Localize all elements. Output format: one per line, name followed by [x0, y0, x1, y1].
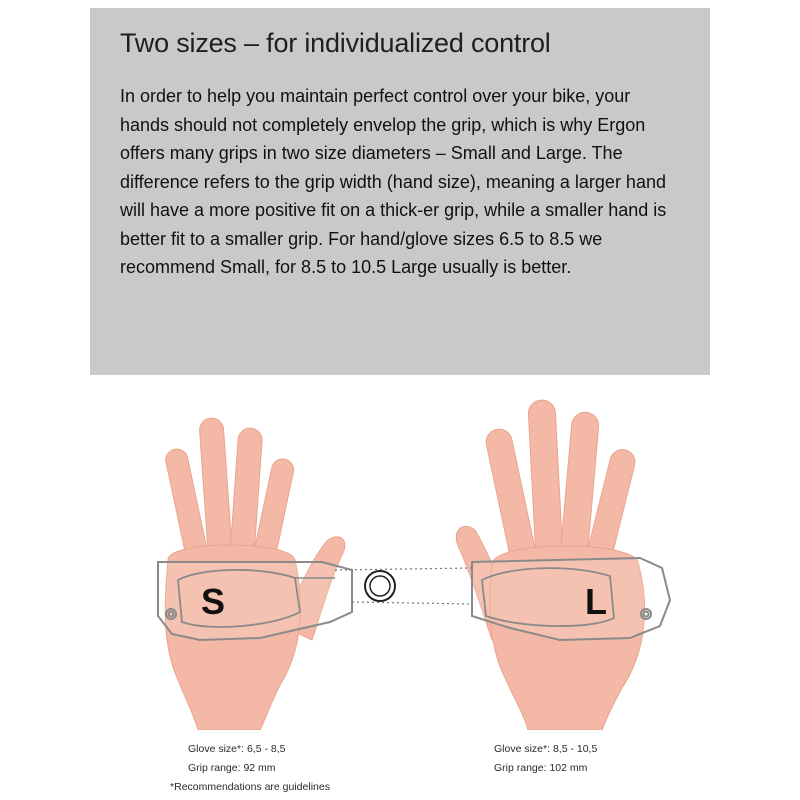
large-glove-size: Glove size*: 8,5 - 10,5 — [494, 743, 598, 755]
panel-title: Two sizes – for individualized control — [120, 28, 551, 58]
small-grip-caption — [188, 740, 285, 778]
size-connector — [335, 568, 472, 604]
recommendation-note: *Recommendations are guidelines — [170, 781, 330, 793]
small-glove-size: Glove size*: 6,5 - 8,5 — [188, 743, 286, 755]
small-grip — [158, 562, 352, 640]
small-size-letter: S — [200, 581, 226, 622]
large-size-letter: L — [585, 581, 607, 622]
info-panel — [90, 8, 710, 375]
panel-body: In order to help you maintain perfect control over your bike, your hands should not completely envelop the grip, which is why Ergon offers many grips in two size diameters – Small and Large. The difference refers to the grip width (hand size), meaning a larger hand will have a more positive fit on a thick-er grip, while a smaller hand is better fit to a smaller grip. For hand/glove sizes 6.5 to 8.5 we recommend Small, for 8.5 to 10.5 Large usually is better. — [120, 86, 667, 277]
small-grip-range: Grip range: 92 mm — [188, 762, 276, 774]
grip-cross-section-icon — [365, 571, 395, 601]
large-grip-caption — [494, 740, 597, 778]
large-grip-range: Grip range: 102 mm — [494, 762, 588, 774]
grip-size-illustration — [90, 390, 710, 730]
